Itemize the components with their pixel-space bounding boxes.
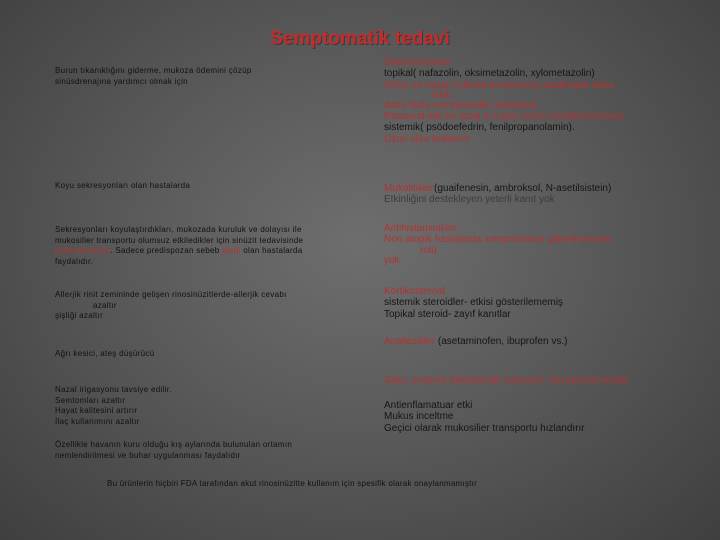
line: Mukus inceltme [384, 411, 454, 423]
line: Semtomları azaltır [55, 395, 126, 405]
corticosteroids-heading: Kortikosteroid [384, 286, 446, 297]
line: sinüsdrenajına yardımcı olmak için [55, 76, 188, 86]
line: sistemik( psödoefedrin, fenilpropanolamin). [384, 122, 575, 134]
antihistamines-heading: Antihistaminikler [384, 223, 457, 234]
line: Hayat kalitesini artırır [55, 406, 138, 415]
line: Non atopik hastalarda semptomların giderilmesinde [384, 234, 612, 246]
decongestants-block [384, 57, 624, 145]
thick-secretion-note [55, 225, 303, 267]
slide-title: Semptomatik tedavi [270, 28, 450, 49]
irrigation-text [55, 385, 172, 427]
line: Burun tıkanıklığını giderme, mukoza ödemini çözüp [55, 66, 252, 75]
decongestants-heading: Dekonjestanlar [384, 57, 451, 68]
line: rolü [420, 244, 437, 256]
anti-inflammatory-block [384, 400, 585, 434]
footer-note: Bu ürünlerin hiçbiri FDA tarafından akut rinosinüzitte kullanım için spesifik olarak onaylanmamıştır [107, 479, 478, 488]
line: şişliği azaltır [55, 311, 104, 320]
text: (asetaminofen, ibuprofen vs.) [435, 336, 568, 347]
line: Özellikle havanın kuru olduğu kış aylarında bulunulan ortamın [55, 440, 293, 449]
analgesics-block [384, 336, 567, 347]
line [55, 246, 303, 257]
line: nemlendirilmesi ve buhar uygulanması faydalıdır [55, 450, 241, 460]
warning-word: kullanılmamalı [55, 246, 111, 255]
antihistamines-block [384, 223, 612, 266]
humidify-text [55, 440, 292, 461]
line: topikal( nafazolin, oksimetazolin, xylometazolin) [384, 68, 595, 80]
text: (guaifenesin, ambroksol, N-asetilsistein) [434, 183, 612, 194]
line: mukosilier transportu olumsuz etkiledikler için sinüzit tedavisinde [55, 235, 304, 245]
line: Sinüs ve nazal mukoza konjesyonu azaltmada daha [384, 79, 615, 91]
line: Allerjik rinit zemininde gelişen rinosinüzitlerde-allerjik cevabı [55, 290, 287, 299]
line: faydalıdır. [55, 256, 93, 266]
mucolytics-heading: Mukolitikler [384, 183, 435, 194]
text: . Sadece predispozan sebeb [110, 246, 223, 255]
line: İlaç kullanımını azaltır [55, 416, 140, 426]
saline-text: Salin, sodyum bikarbonatlı solüsyon, hazırprepereratlar [384, 375, 629, 386]
allergy-word: alerji [222, 246, 241, 255]
analgesics-heading: Analjezikler [384, 336, 436, 347]
line: Uzun süre kullanım [384, 133, 470, 145]
mucolytics-block [384, 183, 611, 206]
thick-secretion-text: Koyu sekresyonları olan hastalarda [55, 181, 191, 190]
line: Antienflamatuar etki [384, 400, 473, 411]
corticosteroids-block [384, 286, 563, 320]
nasal-congestion-text [55, 66, 252, 87]
allergic-rhinitis-text [55, 290, 287, 322]
line: azaltır [93, 300, 117, 310]
line: Etkinliğini destekleyen yeterli kanıt yok [384, 194, 555, 206]
line: yok [384, 254, 400, 266]
line: Sekresyonları koyulaştırdıkları, mukozada kuruluk ve dolayısı ile [55, 225, 302, 234]
line: Nazal irigasyonu tavsiye edilir. [55, 385, 172, 394]
text: olan hastalarda [240, 246, 303, 255]
line: Rebaund etki en fazla 3-4 gün (rinitis medikamentosa) [384, 111, 624, 123]
pain-fever-text: Ağrı kesici, ateş düşürücü [55, 349, 155, 358]
line: daha fazla semptomatik rahatlama [384, 99, 537, 111]
line: etkili [431, 89, 452, 101]
line: Geçici olarak mukosilier transportu hızlandırır [384, 422, 585, 434]
line: Topikal steroid- zayıf kanıtlar [384, 308, 511, 320]
line: sistemik steroidler- etkisi gösterilememiş [384, 297, 563, 309]
